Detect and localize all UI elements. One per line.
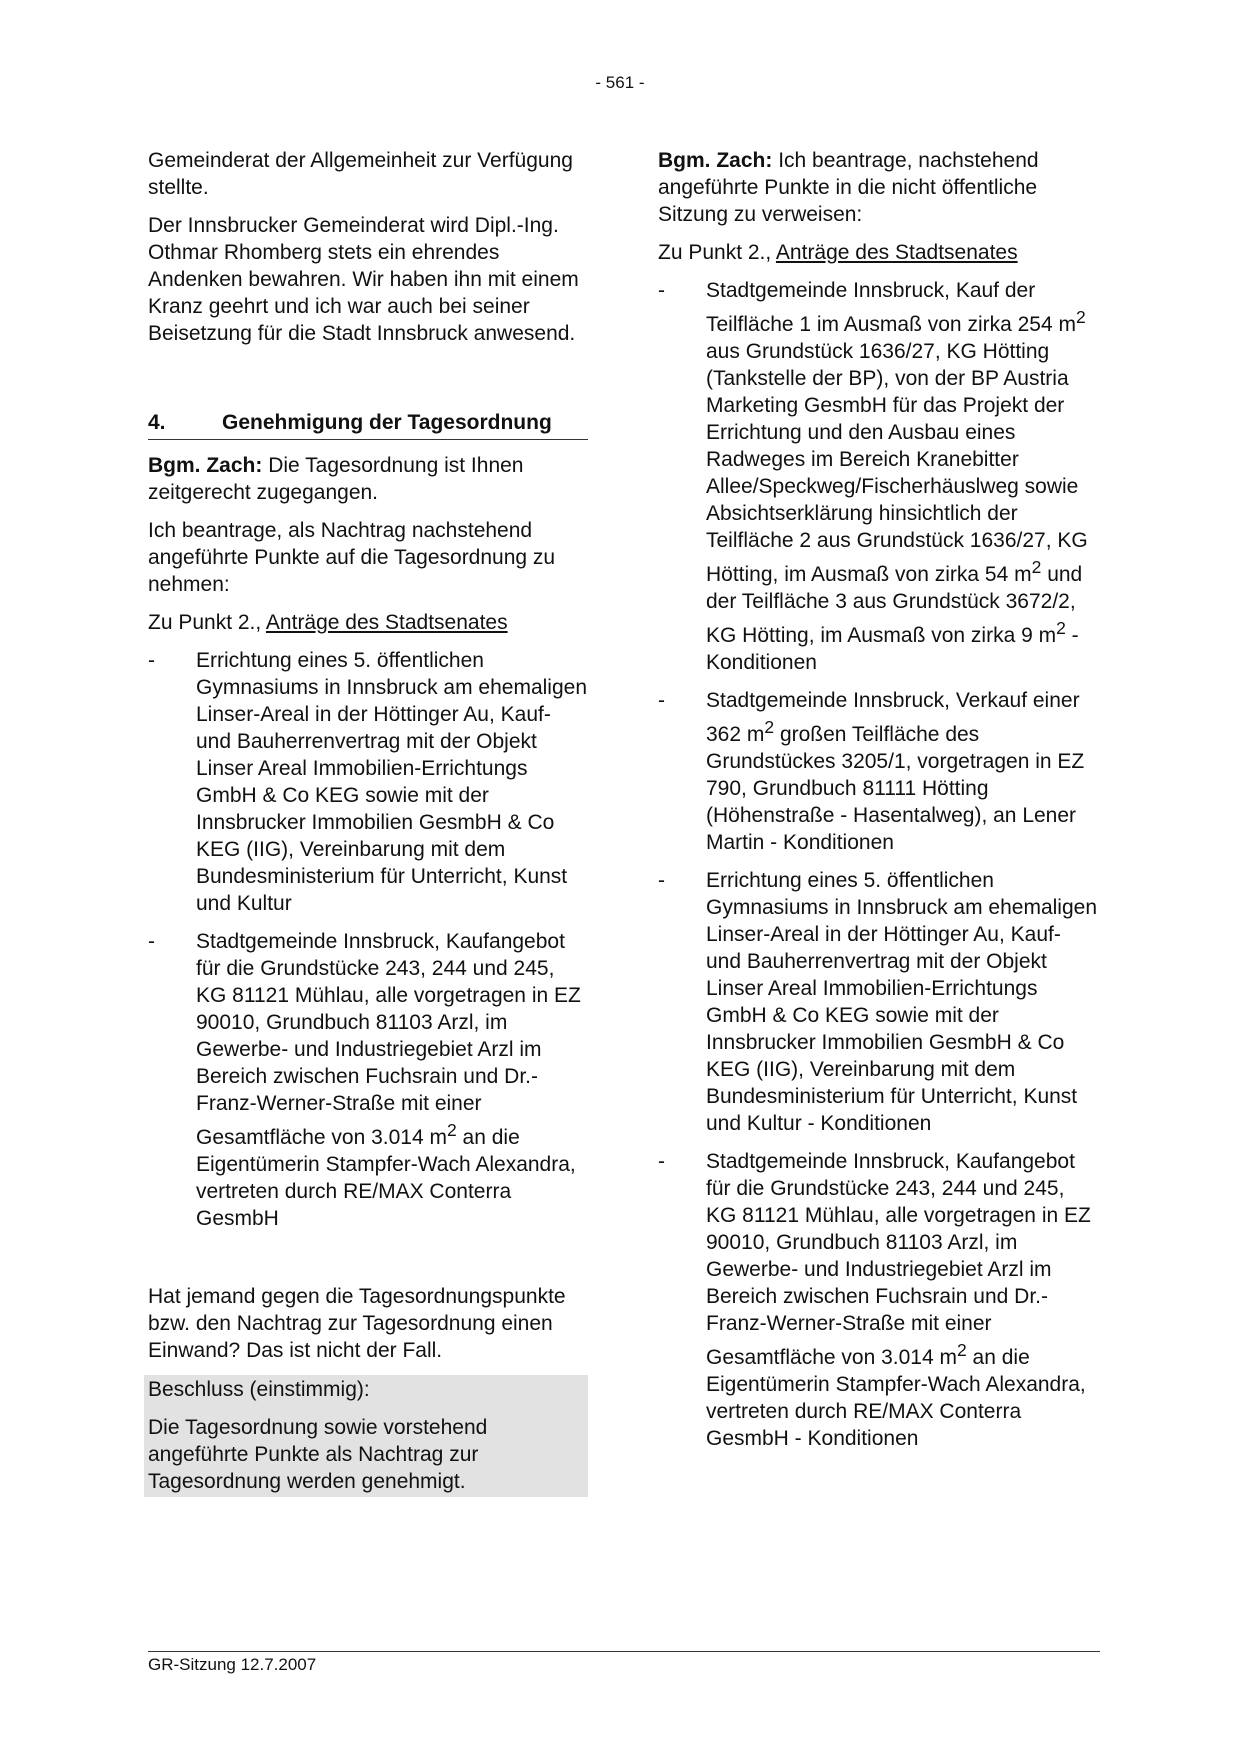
list-item-text: aus Grundstück 1636/27, KG Hötting (Tankstelle der BP), von der BP Austria Marketing GesmbH für das Projekt der Errichtung und den Ausbau eines Radweges im Bereich Kranebitter Allee/Speckweg/Fischerhäuslweg sowie Absichtserklärung hinsichtlich der Teilfläche 2 aus Grundstück 1636/27, KG Hötting, im Ausmaß von zirka 54 m	[706, 340, 1088, 586]
list-item-text: an die Eigentümerin Stampfer-Wach Alexandra, vertreten durch RE/MAX Conterra GesmbH	[196, 1126, 576, 1230]
speaker-text: Ich beantrage, nachstehend angeführte Punkte in die nicht öffentliche Sitzung zu verweisen:	[658, 149, 1039, 226]
section-heading	[148, 409, 588, 440]
speaker-text: Die Tagesordnung ist Ihnen zeitgerecht zugegangen.	[148, 454, 524, 504]
page-number: - 561 -	[595, 73, 645, 92]
superscript: 2	[446, 1120, 457, 1140]
list-item-text: Errichtung eines 5. öffentlichen Gymnasiums in Innsbruck am ehemaligen Linser-Areal in der Höttinger Au, Kauf- und Bauherrenvertrag mit der Objekt Linser Areal Immobilien-Errichtungs GmbH & Co KEG sowie mit der Innsbrucker Immobilien GesmbH & Co KEG (IIG), Vereinbarung mit dem Bundesministerium für Unterricht, Kunst und Kultur	[196, 649, 588, 915]
left-column	[148, 147, 588, 1497]
list-item	[658, 1148, 1098, 1452]
superscript: 2	[1031, 557, 1042, 577]
list-item	[148, 647, 588, 917]
superscript: 2	[764, 717, 775, 737]
footer-divider	[148, 1651, 1100, 1652]
section-number: 4.	[148, 411, 166, 434]
agenda-list	[148, 647, 588, 1232]
superscript: 2	[1056, 618, 1066, 638]
right-column	[658, 147, 1098, 1463]
list-item	[658, 687, 1098, 856]
list-item-text: und der Teilfläche 3 aus Grundstück 3672/2, KG Hötting, im Ausmaß von zirka 9 m	[706, 563, 1083, 647]
resolution-box	[144, 1375, 588, 1497]
list-item-text: Stadtgemeinde Innsbruck, Kauf der Teilfläche 1 im Ausmaß von zirka 254 m	[706, 279, 1076, 336]
list-item-text: an die Eigentümerin Stampfer-Wach Alexandra, vertreten durch RE/MAX Conterra GesmbH - Konditionen	[706, 1346, 1086, 1450]
list-item	[658, 277, 1098, 676]
paragraph: Ich beantrage, als Nachtrag nachstehend angeführte Punkte auf die Tagesordnung zu nehmen:	[148, 519, 556, 596]
list-item-text: Stadtgemeinde Innsbruck, Kaufangebot für die Grundstücke 243, 244 und 245, KG 81121 Mühlau, alle vorgetragen in EZ 90010, Grundbuch 81103 Arzl, im Gewerbe- und Industriegebiet Arzl im Bereich zwischen Fuchsrain und Dr.-Franz-Werner-Straße mit einer Gesamtfläche von 3.014 m	[196, 930, 581, 1149]
footer-text: GR-Sitzung 12.7.2007	[148, 1655, 317, 1674]
dash-marker: -	[148, 649, 155, 672]
resolution-label: Beschluss (einstimmig):	[148, 1378, 370, 1401]
dash-marker: -	[658, 689, 665, 712]
agenda-list	[658, 277, 1098, 1452]
agenda-reference	[658, 239, 1098, 266]
superscript: 2	[956, 1340, 967, 1360]
list-item-text: - Konditionen	[706, 624, 1079, 674]
agenda-reference-label: Zu Punkt 2.,	[148, 611, 262, 634]
list-item-text: Stadtgemeinde Innsbruck, Kaufangebot für die Grundstücke 243, 244 und 245, KG 81121 Mühlau, alle vorgetragen in EZ 90010, Grundbuch 81103 Arzl, im Gewerbe- und Industriegebiet Arzl im Bereich zwischen Fuchsrain und Dr.-Franz-Werner-Straße mit einer Gesamtfläche von 3.014 m	[706, 1150, 1091, 1369]
paragraph: Der Innsbrucker Gemeinderat wird Dipl.-Ing. Othmar Rhomberg stets ein ehrendes Andenken bewahren. Wir haben ihn mit einem Kranz geehrt und ich war auch bei seiner Beisetzung für die Stadt Innsbruck anwesend.	[148, 214, 579, 345]
agenda-reference-label: Zu Punkt 2.,	[658, 241, 772, 264]
dash-marker: -	[658, 1150, 665, 1173]
list-item-text: Stadtgemeinde Innsbruck, Verkauf einer 362 m	[706, 689, 1080, 746]
paragraph: Gemeinderat der Allgemeinheit zur Verfügung stellte.	[148, 149, 573, 199]
agenda-reference-link: Anträge des Stadtsenates	[265, 611, 508, 634]
list-item	[658, 867, 1098, 1137]
list-item	[148, 928, 588, 1232]
resolution-text: Die Tagesordnung sowie vorstehend angeführte Punkte als Nachtrag zur Tagesordnung werden genehmigt.	[148, 1416, 488, 1493]
paragraph: Hat jemand gegen die Tagesordnungspunkte bzw. den Nachtrag zur Tagesordnung einen Einwand? Das ist nicht der Fall.	[148, 1285, 566, 1362]
dash-marker: -	[148, 930, 155, 953]
section-title: Genehmigung der Tagesordnung	[222, 411, 552, 434]
list-item-text: Errichtung eines 5. öffentlichen Gymnasiums in Innsbruck am ehemaligen Linser-Areal in der Höttinger Au, Kauf- und Bauherrenvertrag mit der Objekt Linser Areal Immobilien-Errichtungs GmbH & Co KEG sowie mit der Innsbrucker Immobilien GesmbH & Co KEG (IIG), Vereinbarung mit dem Bundesministerium für Unterricht, Kunst und Kultur - Konditionen	[706, 869, 1098, 1135]
superscript: 2	[1075, 307, 1086, 327]
dash-marker: -	[658, 279, 665, 302]
agenda-reference-link: Anträge des Stadtsenates	[775, 241, 1018, 264]
paragraph	[658, 147, 1098, 228]
paragraph	[148, 452, 588, 506]
dash-marker: -	[658, 869, 665, 892]
speaker-name: Bgm. Zach:	[658, 149, 773, 172]
speaker-name: Bgm. Zach:	[148, 454, 263, 477]
list-item-text: großen Teilfläche des Grundstückes 3205/1, vorgetragen in EZ 790, Grundbuch 81111 Hötting (Höhenstraße - Hasentalweg), an Lener Martin - Konditionen	[706, 723, 1085, 854]
agenda-reference	[148, 609, 588, 636]
